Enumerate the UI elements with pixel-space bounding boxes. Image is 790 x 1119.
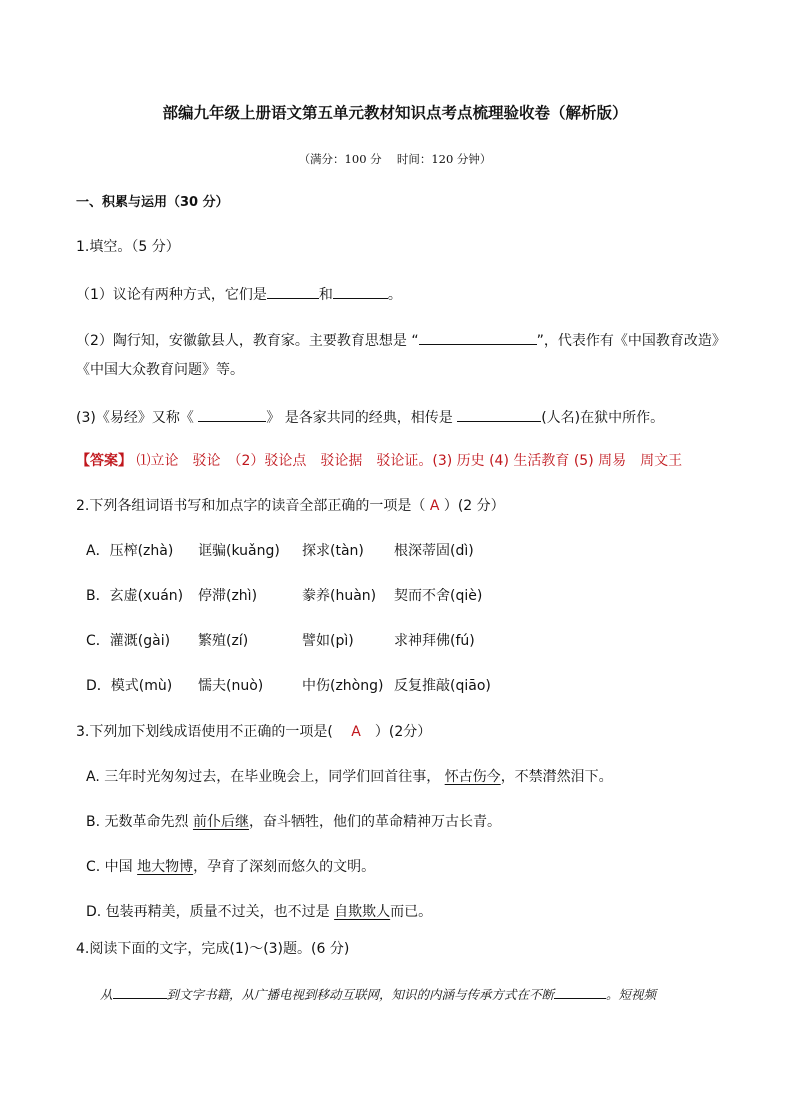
option-text: C. 中国 bbox=[86, 859, 138, 875]
option-word: 豢养(huàn) bbox=[302, 588, 377, 604]
q1-sub1 bbox=[76, 283, 402, 305]
answer-blank[interactable] bbox=[333, 283, 388, 299]
q1-sub3 bbox=[76, 406, 664, 428]
passage-text: 。短视频 bbox=[606, 987, 657, 1002]
q3-stem bbox=[76, 722, 431, 742]
q1-answer bbox=[76, 451, 682, 471]
option-word: 求神拜佛(fú) bbox=[394, 633, 475, 649]
option-text: ，不禁潸然泪下。 bbox=[500, 769, 613, 785]
option-text: ，奋斗牺牲，他们的革命精神万古长青。 bbox=[248, 814, 501, 830]
option-word: 繁殖(zí) bbox=[198, 633, 249, 649]
exam-subtitle: （满分：100 分 时间：120 分钟） bbox=[298, 152, 492, 166]
q3-option-a bbox=[86, 767, 613, 787]
passage-text: 到文字书籍，从广播电视到移动互联网，知识的内涵与传承方式在不断 bbox=[166, 987, 555, 1002]
q1-sub2 bbox=[76, 329, 726, 351]
option-word: 契而不舍(qiè) bbox=[394, 588, 483, 604]
option-word: 诓骗(kuǎng) bbox=[198, 543, 280, 559]
q1-sub1-text-b: 和 bbox=[318, 287, 333, 303]
q2-stem-b: ）(2 分） bbox=[439, 498, 505, 514]
option-word: 根深蒂固(dì) bbox=[394, 543, 474, 559]
option-word: 反复推敲(qiāo) bbox=[394, 678, 491, 694]
passage-text: 从 bbox=[100, 987, 113, 1002]
option-text: A. 三年时光匆匆过去，在毕业晚会上，同学们回首往事， bbox=[86, 769, 445, 785]
answer-blank[interactable] bbox=[419, 329, 537, 345]
underlined-idiom: 怀古伤今 bbox=[444, 769, 501, 785]
option-text: ，孕育了深刻而悠久的文明。 bbox=[193, 859, 376, 875]
q3-stem-a: 3.下列加下划线成语使用不正确的一项是( bbox=[76, 724, 352, 740]
q3-option-b bbox=[86, 812, 501, 832]
option-text: D. 包装再精美，质量不过关，也不过是 bbox=[86, 904, 335, 920]
answer-blank[interactable] bbox=[457, 406, 541, 422]
option-word: 探求(tàn) bbox=[302, 543, 364, 559]
q3-answer: A bbox=[351, 724, 361, 740]
q1-stem: 1.填空。（5 分） bbox=[76, 239, 180, 255]
answer-blank[interactable] bbox=[198, 406, 266, 422]
answer-blank[interactable] bbox=[554, 983, 606, 999]
option-word: 懦夫(nuò) bbox=[198, 678, 264, 694]
answer-blank[interactable] bbox=[113, 983, 167, 999]
q2-stem bbox=[76, 496, 505, 516]
q1-sub3-text-c: (人名)在狱中所作。 bbox=[541, 410, 665, 426]
q3-option-c bbox=[86, 857, 375, 877]
section-heading: 一、积累与运用（30 分） bbox=[76, 195, 229, 210]
q1-sub2-cont: 《中国大众教育问题》等。 bbox=[76, 362, 244, 378]
q4-passage-line bbox=[100, 983, 656, 1005]
answer-tag: 【答案】 bbox=[76, 453, 132, 469]
underlined-idiom: 地大物博 bbox=[137, 859, 194, 875]
q3-option-d bbox=[86, 902, 432, 922]
q1-sub2-text-b: ”，代表作有《中国教育改造》 bbox=[536, 333, 726, 349]
q1-sub1-text-a: （1）议论有两种方式，它们是 bbox=[76, 287, 267, 303]
option-word: 中伤(zhòng) bbox=[302, 678, 384, 694]
q4-stem: 4.阅读下面的文字，完成(1)～(3)题。(6 分) bbox=[76, 941, 350, 957]
option-text: B. 无数革命先烈 bbox=[86, 814, 193, 830]
q1-sub3-text-a: (3)《易经》又称《 bbox=[76, 410, 199, 426]
q1-sub2-text-a: （2）陶行知，安徽歙县人，教育家。主要教育思想是 “ bbox=[76, 333, 419, 349]
option-word: D．模式(mù) bbox=[86, 678, 173, 694]
option-word: A．压榨(zhà) bbox=[86, 543, 174, 559]
q2-answer: A bbox=[429, 498, 440, 514]
underlined-idiom: 自欺欺人 bbox=[334, 904, 391, 920]
underlined-idiom: 前仆后继 bbox=[192, 814, 249, 830]
q3-stem-b: ）(2分） bbox=[360, 724, 432, 740]
option-word: 譬如(pì) bbox=[302, 633, 354, 649]
option-word: C．灌溉(gài) bbox=[86, 633, 171, 649]
page-title: 部编九年级上册语文第五单元教材知识点考点梳理验收卷（解析版） bbox=[162, 104, 628, 122]
q1-sub3-text-b: 》 是各家共同的经典，相传是 bbox=[266, 410, 458, 426]
option-word: 停滞(zhì) bbox=[198, 588, 258, 604]
q1-sub1-text-c: 。 bbox=[387, 287, 402, 303]
answer-text: ⑴立论 驳论 （2）驳论点 驳论据 驳论证。(3) 历史 (4) 生活教育 (5) 周易 周文王 bbox=[132, 453, 683, 469]
q2-stem-a: 2.下列各组词语书写和加点字的读音全部正确的一项是（ bbox=[76, 498, 430, 514]
answer-blank[interactable] bbox=[267, 283, 319, 299]
option-text: 而已。 bbox=[390, 904, 433, 920]
option-word: B．玄虚(xuán) bbox=[86, 588, 184, 604]
